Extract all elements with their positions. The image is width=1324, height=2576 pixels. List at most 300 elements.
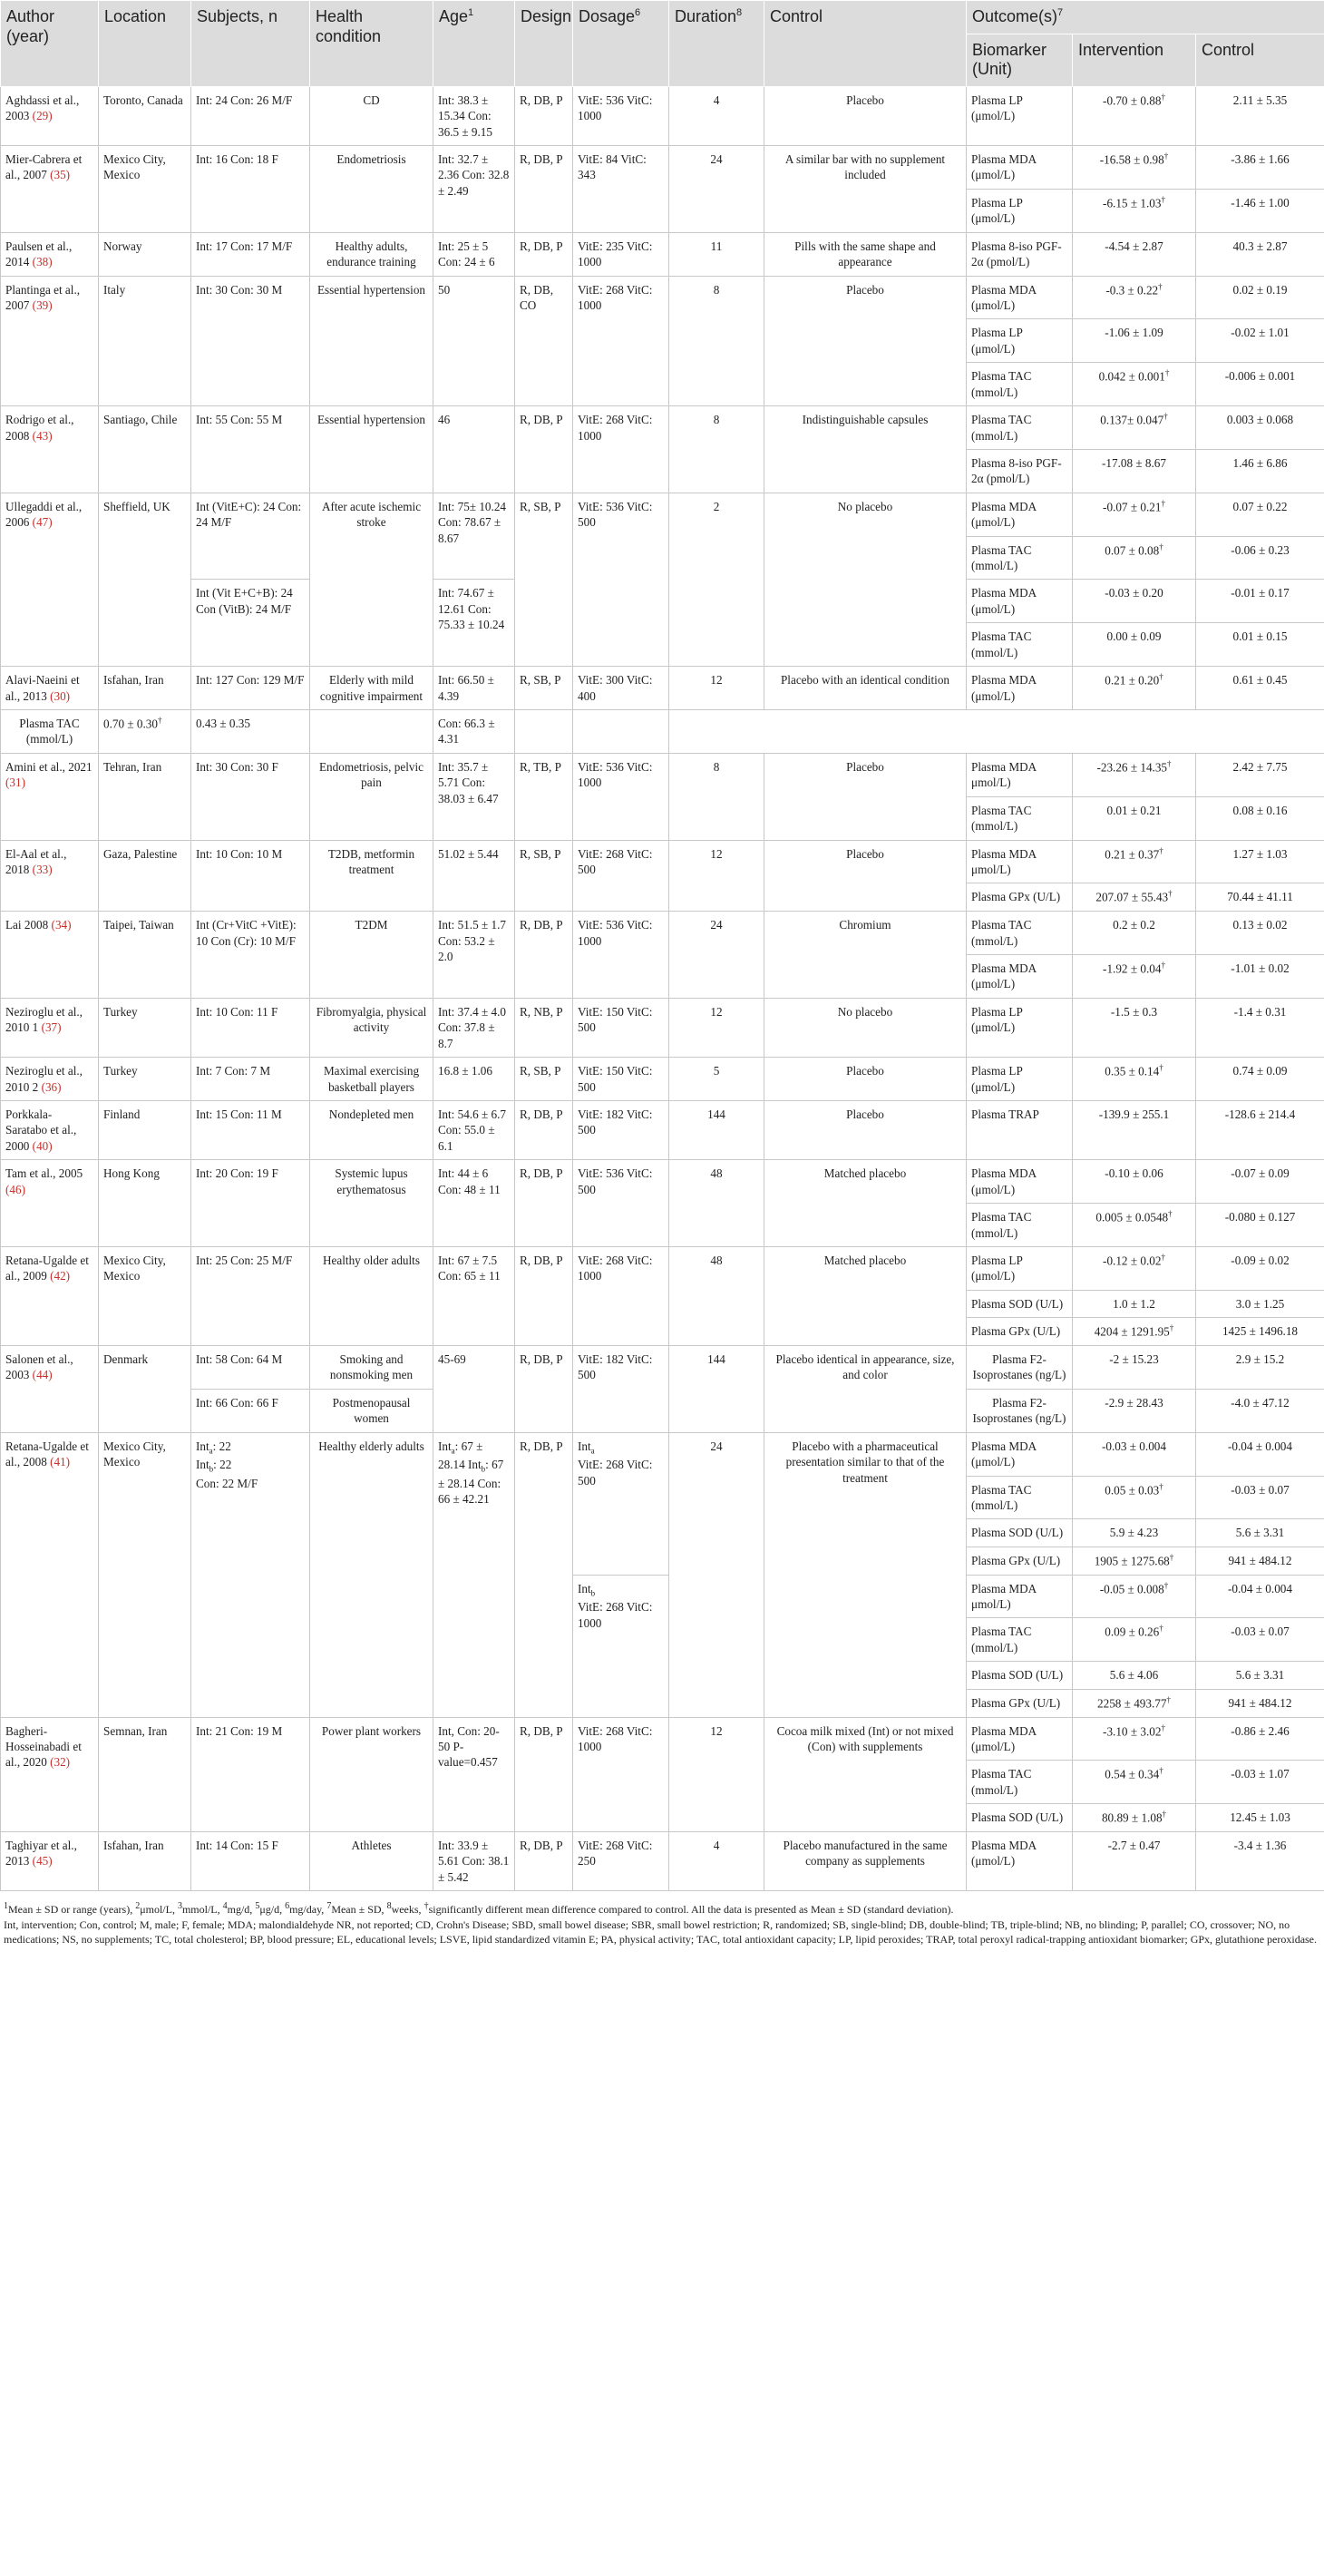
cell-subjects: Int: 127 Con: 129 M/F [191, 667, 310, 710]
cell-design: R, DB, P [515, 1346, 573, 1433]
cell-subjects: Int: 30 Con: 30 M [191, 276, 310, 406]
header-health: Health condition [310, 1, 433, 87]
cell-age: Int: 37.4 ± 4.0 Con: 37.8 ± 8.7 [433, 998, 515, 1057]
cell-control-value: 0.74 ± 0.09 [1196, 1058, 1324, 1101]
cell-location: Isfahan, Iran [99, 667, 191, 710]
cell-intervention: -1.5 ± 0.3 [1073, 998, 1196, 1057]
reference-link[interactable]: (42) [50, 1269, 71, 1283]
cell-age: Int: 38.3 ± 15.34 Con: 36.5 ± 9.15 [433, 86, 515, 145]
reference-link[interactable]: (32) [50, 1755, 71, 1770]
cell-location: Santiago, Chile [99, 406, 191, 493]
table-header [1, 1, 1324, 87]
cell-control-value: -0.02 ± 1.01 [1196, 319, 1324, 363]
reference-link[interactable]: (29) [32, 109, 53, 123]
cell-biomarker: Plasma TAC (mmol/L) [967, 363, 1073, 406]
cell-intervention: 0.21 ± 0.20† [1073, 667, 1196, 710]
cell-subjects: Int: 66 Con: 66 F [191, 1389, 310, 1432]
cell-health: Postmenopausal women [310, 1389, 433, 1432]
cell-location: Toronto, Canada [99, 86, 191, 145]
cell-control-value: 1425 ± 1496.18 [1196, 1318, 1324, 1346]
cell-health: Essential hypertension [310, 276, 433, 406]
cell-subjects: Int: 10 Con: 10 M [191, 840, 310, 912]
cell-control-value: 0.08 ± 0.16 [1196, 796, 1324, 840]
reference-link[interactable]: (39) [32, 298, 53, 312]
cell-biomarker: Plasma GPx (U/L) [967, 1318, 1073, 1346]
cell-biomarker: Plasma TAC (mmol/L) [967, 1204, 1073, 1247]
cell-design: R, SB, P [515, 667, 573, 710]
cell-control-value: -0.04 ± 0.004 [1196, 1432, 1324, 1476]
cell-health: Power plant workers [310, 1717, 433, 1832]
cell-subjects: Int: 25 Con: 25 M/F [191, 1246, 310, 1345]
cell-control: Placebo [764, 1101, 967, 1160]
cell-intervention: 0.01 ± 0.21 [1073, 796, 1196, 840]
cell-control-value: 2.9 ± 15.2 [1196, 1346, 1324, 1390]
cell-duration: 24 [669, 146, 764, 233]
cell-intervention: -0.12 ± 0.02† [1073, 1246, 1196, 1290]
cell-age: Int: 25 ± 5 Con: 24 ± 6 [433, 232, 515, 276]
cell-biomarker: Plasma MDA (μmol/L) [967, 493, 1073, 536]
cell-control: Placebo [764, 753, 967, 840]
cell-age: Int: 35.7 ± 5.71 Con: 38.03 ± 6.47 [433, 753, 515, 840]
reference-link[interactable]: (45) [32, 1854, 53, 1869]
table-row [1, 276, 1324, 319]
cell-dosage: VitE: 150 VitC: 500 [573, 1058, 669, 1101]
cell-dosage: VitE: 268 VitC: 1000 [573, 1246, 669, 1345]
cell-dosage: VitE: 300 VitC: 400 [573, 667, 669, 710]
cell-design: R, DB, P [515, 1432, 573, 1717]
cell-control-value: 0.02 ± 0.19 [1196, 276, 1324, 319]
cell-location: Tehran, Iran [99, 753, 191, 840]
cell-design: R, DB, P [515, 86, 573, 145]
cell-empty [573, 710, 669, 754]
cell-control-value: -0.06 ± 0.23 [1196, 536, 1324, 580]
cell-control: Placebo [764, 840, 967, 912]
cell-author: Bagheri-Hosseinabadi et al., 2020 (32) [1, 1717, 99, 1832]
cell-biomarker: Plasma SOD (U/L) [967, 1290, 1073, 1317]
cell-subjects: Int: 24 Con: 26 M/F [191, 86, 310, 145]
cell-control-value: 0.07 ± 0.22 [1196, 493, 1324, 536]
table-row [1, 1160, 1324, 1204]
dagger-mark: † [1159, 1624, 1163, 1634]
cell-control-value: 1.27 ± 1.03 [1196, 840, 1324, 883]
cell-age: Int: 66.50 ± 4.39 [433, 667, 515, 710]
cell-dosage: VitE: 268 VitC: 500 [573, 840, 669, 912]
cell-intervention: 0.09 ± 0.26† [1073, 1618, 1196, 1662]
cell-design: R, DB, P [515, 1832, 573, 1891]
cell-biomarker: Plasma MDA μmol/L) [967, 1575, 1073, 1618]
cell-biomarker: Plasma MDA (μmol/L) [967, 146, 1073, 190]
reference-link[interactable]: (41) [50, 1455, 71, 1469]
cell-biomarker: Plasma MDA (μmol/L) [967, 667, 1073, 710]
cell-intervention: 0.35 ± 0.14† [1073, 1058, 1196, 1101]
cell-intervention: 0.042 ± 0.001† [1073, 363, 1196, 406]
dagger-mark: † [1159, 845, 1163, 855]
cell-subjects: Int: 10 Con: 11 F [191, 998, 310, 1057]
cell-intervention: -1.92 ± 0.04† [1073, 955, 1196, 999]
cell-subjects: Int: 7 Con: 7 M [191, 1058, 310, 1101]
cell-control: Indistinguishable capsules [764, 406, 967, 493]
cell-biomarker: Plasma LP (μmol/L) [967, 1058, 1073, 1101]
cell-location: Semnan, Iran [99, 1717, 191, 1832]
cell-design: R, DB, P [515, 1717, 573, 1832]
reference-link[interactable]: (43) [32, 428, 53, 443]
cell-health: Essential hypertension [310, 406, 433, 493]
cell-intervention: 0.07 ± 0.08† [1073, 536, 1196, 580]
cell-control: Matched placebo [764, 1160, 967, 1247]
cell-control: Placebo [764, 86, 967, 145]
dagger-mark: † [1161, 498, 1165, 508]
cell-health: CD [310, 86, 433, 145]
cell-biomarker: Plasma MDA (μmol/L) [967, 955, 1073, 999]
cell-author: Alavi-Naeini et al., 2013 (30) [1, 667, 99, 710]
cell-dosage: VitE: 150 VitC: 500 [573, 998, 669, 1057]
cell-duration: 12 [669, 667, 764, 710]
cell-location: Taipei, Taiwan [99, 912, 191, 999]
cell-control: Placebo [764, 1058, 967, 1101]
cell-age: Int: 32.7 ± 2.36 Con: 32.8 ± 2.49 [433, 146, 515, 233]
cell-age: Int: 44 ± 6 Con: 48 ± 11 [433, 1160, 515, 1247]
cell-intervention: -0.03 ± 0.004 [1073, 1432, 1196, 1476]
cell-location: Norway [99, 232, 191, 276]
cell-subjects: Int: 55 Con: 55 M [191, 406, 310, 493]
dagger-mark: † [1163, 151, 1169, 161]
cell-duration: 12 [669, 998, 764, 1057]
cell-control-value: 0.01 ± 0.15 [1196, 623, 1324, 667]
header-duration: Duration$^8$ [669, 1, 764, 87]
cell-control-value: -3.86 ± 1.66 [1196, 146, 1324, 190]
cell-dosage: VitE: 536 VitC: 1000 [573, 753, 669, 840]
cell-health: Elderly with mild cognitive impairment [310, 667, 433, 710]
cell-control-value: -0.03 ± 0.07 [1196, 1618, 1324, 1662]
cell-biomarker: Plasma MDA (μmol/L) [967, 1717, 1073, 1761]
reference-link[interactable]: (33) [32, 862, 53, 876]
cell-intervention: 4204 ± 1291.95† [1073, 1318, 1196, 1346]
cell-intervention: 1905 ± 1275.68† [1073, 1547, 1196, 1575]
cell-control: No placebo [764, 493, 967, 666]
cell-duration: 11 [669, 232, 764, 276]
dagger-mark: † [1163, 1580, 1169, 1590]
cell-intervention: 0.21 ± 0.37† [1073, 840, 1196, 883]
cell-biomarker: Plasma SOD (U/L) [967, 1662, 1073, 1689]
table-body [1, 86, 1324, 1891]
dagger-mark: † [1167, 758, 1172, 768]
cell-biomarker: Plasma MDA (μmol/L) [967, 1832, 1073, 1891]
cell-health: Healthy older adults [310, 1246, 433, 1345]
dagger-mark: † [1166, 1694, 1171, 1704]
cell-age: Int: 67 ± 7.5 Con: 65 ± 11 [433, 1246, 515, 1345]
cell-author: Plantinga et al., 2007 (39) [1, 276, 99, 406]
cell-dosage: VitE: 268 VitC: 1000 [573, 276, 669, 406]
dagger-mark: † [1161, 92, 1165, 102]
reference-link[interactable]: (31) [5, 776, 25, 790]
cell-author: Ullegaddi et al., 2006 (47) [1, 493, 99, 666]
cell-health: Smoking and nonsmoking men [310, 1346, 433, 1390]
header-design: Design [515, 1, 573, 87]
cell-biomarker: Plasma MDA (μmol/L) [967, 276, 1073, 319]
cell-control-value: 0.61 ± 0.45 [1196, 667, 1324, 710]
cell-biomarker: Plasma TAC (mmol/L) [967, 1476, 1073, 1519]
cell-biomarker: Plasma TAC (mmol/L) [967, 1761, 1073, 1804]
cell-age: Int: 75± 10.24 Con: 78.67 ± 8.67 [433, 493, 515, 580]
cell-control-value: -1.46 ± 1.00 [1196, 189, 1324, 232]
cell-dosage: VitE: 536 VitC: 500 [573, 1160, 669, 1247]
table-row [1, 667, 1324, 710]
dagger-mark: † [1159, 1766, 1163, 1776]
cell-biomarker: Plasma TAC (mmol/L) [967, 796, 1073, 840]
dagger-mark: † [1164, 368, 1170, 378]
cell-duration: 48 [669, 1160, 764, 1247]
cell-location: Gaza, Palestine [99, 840, 191, 912]
cell-intervention: 0.54 ± 0.34† [1073, 1761, 1196, 1804]
cell-control-value: 70.44 ± 41.11 [1196, 883, 1324, 912]
cell-biomarker: Plasma MDA (μmol/L) [967, 1160, 1073, 1204]
dagger-mark: † [1168, 889, 1173, 899]
cell-intervention: -16.58 ± 0.98† [1073, 146, 1196, 190]
cell-health: Systemic lupus erythematosus [310, 1160, 433, 1247]
cell-biomarker: Plasma TRAP [967, 1101, 1073, 1160]
cell-duration: 144 [669, 1346, 764, 1433]
reference-link[interactable]: (44) [32, 1368, 53, 1382]
dagger-mark: † [1169, 1323, 1174, 1333]
cell-design: R, DB, P [515, 1246, 573, 1345]
table-footnote [0, 1891, 1324, 1947]
table-row [1, 86, 1324, 145]
cell-biomarker: Plasma TAC (mmol/L) [967, 406, 1073, 450]
cell-author: Amini et al., 2021 (31) [1, 753, 99, 840]
cell-author: Tam et al., 2005 (46) [1, 1160, 99, 1247]
cell-subjects: Int$_a$: 22 Int$_b$: 22 Con: 22 M/F [191, 1432, 310, 1717]
cell-design: R, NB, P [515, 998, 573, 1057]
cell-biomarker: Plasma 8-iso PGF-2α (pmol/L) [967, 449, 1073, 493]
cell-biomarker: Plasma 8-iso PGF-2α (pmol/L) [967, 232, 1073, 276]
cell-control-value: 5.6 ± 3.31 [1196, 1519, 1324, 1547]
cell-duration: 12 [669, 1717, 764, 1832]
cell-dosage: VitE: 536 VitC: 1000 [573, 86, 669, 145]
cell-intervention: 5.6 ± 4.06 [1073, 1662, 1196, 1689]
cell-dosage: VitE: 84 VitC: 343 [573, 146, 669, 233]
table-row [1, 1346, 1324, 1390]
cell-control-value: -0.09 ± 0.02 [1196, 1246, 1324, 1290]
cell-control-value: 941 ± 484.12 [1196, 1547, 1324, 1575]
table-row [1, 1432, 1324, 1476]
cell-location: Isfahan, Iran [99, 1832, 191, 1891]
reference-link[interactable]: (35) [50, 168, 71, 182]
dagger-mark: † [1161, 1252, 1165, 1262]
dagger-mark: † [1162, 1810, 1167, 1820]
cell-author: Rodrigo et al., 2008 (43) [1, 406, 99, 493]
dagger-mark: † [1159, 1063, 1163, 1073]
cell-design: R, TB, P [515, 753, 573, 840]
cell-health: T2DB, metformin treatment [310, 840, 433, 912]
cell-control-value: -1.01 ± 0.02 [1196, 955, 1324, 999]
cell-empty [515, 710, 573, 754]
cell-age: 46 [433, 406, 515, 493]
cell-design: R, SB, P [515, 493, 573, 666]
cell-intervention: -139.9 ± 255.1 [1073, 1101, 1196, 1160]
cell-duration: 2 [669, 493, 764, 666]
cell-control-value: -3.4 ± 1.36 [1196, 1832, 1324, 1891]
table-row [1, 998, 1324, 1057]
cell-control-value: -0.03 ± 1.07 [1196, 1761, 1324, 1804]
cell-control-value: 1.46 ± 6.86 [1196, 449, 1324, 493]
table-row [1, 1101, 1324, 1160]
header-location: Location [99, 1, 191, 87]
cell-duration: 144 [669, 1101, 764, 1160]
cell-design: R, DB, P [515, 1101, 573, 1160]
cell-design: R, SB, P [515, 840, 573, 912]
table-row [1, 1832, 1324, 1891]
cell-intervention: -0.10 ± 0.06 [1073, 1160, 1196, 1204]
cell-author: Porkkala-Saratabo et al., 2000 (40) [1, 1101, 99, 1160]
cell-health: Healthy elderly adults [310, 1432, 433, 1717]
cell-control-value: -4.0 ± 47.12 [1196, 1389, 1324, 1432]
cell-dosage: Int$_a$ VitE: 268 VitC: 500 [573, 1432, 669, 1575]
table-row [1, 493, 1324, 536]
dagger-mark: † [1159, 542, 1163, 551]
table-row [1, 406, 1324, 450]
cell-duration: 24 [669, 1432, 764, 1717]
cell-intervention: -2 ± 15.23 [1073, 1346, 1196, 1390]
cell-subjects: Int (VitE+C): 24 Con: 24 M/F [191, 493, 310, 580]
cell-intervention: 0.005 ± 0.0548† [1073, 1204, 1196, 1247]
cell-design: R, DB, P [515, 912, 573, 999]
cell-location: Denmark [99, 1346, 191, 1433]
cell-age: 45-69 [433, 1346, 515, 1433]
reference-link[interactable]: (37) [41, 1020, 62, 1035]
cell-dosage: VitE: 268 VitC: 1000 [573, 406, 669, 493]
dagger-mark: † [1163, 412, 1168, 422]
cell-dosage: VitE: 536 VitC: 1000 [573, 912, 669, 999]
cell-duration: 5 [669, 1058, 764, 1101]
cell-control-value: 2.11 ± 5.35 [1196, 86, 1324, 145]
cell-biomarker: Plasma GPx (U/L) [967, 883, 1073, 912]
cell-control-value: 0.43 ± 0.35 [191, 710, 310, 754]
reference-link[interactable]: (36) [41, 1079, 62, 1094]
cell-age: Int$_a$: 67 ± 28.14 Int$_b$: 67 ± 28.14 Con: 66 ± 42.21 [433, 1432, 515, 1717]
cell-dosage: Int$_b$ VitE: 268 VitC: 1000 [573, 1575, 669, 1717]
cell-intervention: -0.3 ± 0.22† [1073, 276, 1196, 319]
cell-biomarker: Plasma MDA μmol/L) [967, 840, 1073, 883]
cell-intervention: -4.54 ± 2.87 [1073, 232, 1196, 276]
cell-control-value: -0.080 ± 0.127 [1196, 1204, 1324, 1247]
cell-design: R, DB, P [515, 1160, 573, 1247]
cell-design: R, DB, CO [515, 276, 573, 406]
cell-intervention: 0.05 ± 0.03† [1073, 1476, 1196, 1519]
cell-biomarker: Plasma SOD (U/L) [967, 1804, 1073, 1832]
cell-location: Mexico City, Mexico [99, 1432, 191, 1717]
cell-author: Neziroglu et al., 2010 2 (36) [1, 1058, 99, 1101]
cell-location: Sheffield, UK [99, 493, 191, 666]
cell-duration: 8 [669, 753, 764, 840]
cell-control-value: -0.07 ± 0.09 [1196, 1160, 1324, 1204]
cell-control: Placebo [764, 276, 967, 406]
header-outcomes: $Outcome(s)^7$ [967, 1, 1324, 34]
cell-duration: 4 [669, 86, 764, 145]
cell-intervention: 1.0 ± 1.2 [1073, 1290, 1196, 1317]
cell-duration: 4 [669, 1832, 764, 1891]
cell-age: Con: 66.3 ± 4.31 [433, 710, 515, 754]
reference-link[interactable]: (47) [32, 515, 53, 530]
cell-biomarker: Plasma LP (μmol/L) [967, 319, 1073, 363]
cell-age: Int: 74.67 ± 12.61 Con: 75.33 ± 10.24 [433, 580, 515, 667]
cell-control: Matched placebo [764, 1246, 967, 1345]
cell-subjects: Int: 20 Con: 19 F [191, 1160, 310, 1247]
cell-biomarker: Plasma LP (μmol/L) [967, 1246, 1073, 1290]
cell-subjects: Int (Vit E+C+B): 24 Con (VitB): 24 M/F [191, 580, 310, 667]
cell-control: Placebo manufactured in the same company as supplements [764, 1832, 967, 1891]
cell-dosage: VitE: 182 VitC: 500 [573, 1101, 669, 1160]
cell-biomarker: Plasma TAC (mmol/L) [1, 710, 99, 754]
cell-subjects: Int: 14 Con: 15 F [191, 1832, 310, 1891]
cell-author: Lai 2008 (34) [1, 912, 99, 999]
cell-location: Italy [99, 276, 191, 406]
cell-health: After acute ischemic stroke [310, 493, 433, 666]
cell-age: 50 [433, 276, 515, 406]
cell-author: Salonen et al., 2003 (44) [1, 1346, 99, 1433]
reference-link[interactable]: (46) [5, 1182, 25, 1196]
cell-health: T2DM [310, 912, 433, 999]
cell-location: Finland [99, 1101, 191, 1160]
cell-health: Healthy adults, endurance training [310, 232, 433, 276]
reference-link[interactable]: (34) [51, 918, 72, 932]
header-control: Control [764, 1, 967, 87]
dagger-mark: † [1159, 672, 1163, 682]
cell-age: Int, Con: 20-50 P-value=0.457 [433, 1717, 515, 1832]
header-intervention: Intervention [1073, 34, 1196, 86]
cell-author: Neziroglu et al., 2010 1 (37) [1, 998, 99, 1057]
table-row [1, 146, 1324, 190]
cell-dosage: VitE: 268 VitC: 1000 [573, 1717, 669, 1832]
cell-biomarker: Plasma SOD (U/L) [967, 1519, 1073, 1547]
cell-subjects: Int: 58 Con: 64 M [191, 1346, 310, 1390]
table-row [1, 912, 1324, 955]
cell-control-value: -0.006 ± 0.001 [1196, 363, 1324, 406]
cell-author: Mier-Cabrera et al., 2007 (35) [1, 146, 99, 233]
cell-health: Endometriosis, pelvic pain [310, 753, 433, 840]
cell-control-value: -128.6 ± 214.4 [1196, 1101, 1324, 1160]
cell-control-value: 0.13 ± 0.02 [1196, 912, 1324, 955]
cell-biomarker: Plasma TAC (mmol/L) [967, 1618, 1073, 1662]
cell-dosage: VitE: 182 VitC: 500 [573, 1346, 669, 1433]
cell-intervention: -3.10 ± 3.02† [1073, 1717, 1196, 1761]
cell-control-value: 941 ± 484.12 [1196, 1689, 1324, 1717]
reference-link[interactable]: (40) [32, 1138, 53, 1153]
cell-duration: 8 [669, 276, 764, 406]
reference-link[interactable]: (30) [50, 688, 71, 703]
cell-subjects: Int: 30 Con: 30 F [191, 753, 310, 840]
cell-intervention: 80.89 ± 1.08† [1073, 1804, 1196, 1832]
cell-control: Chromium [764, 912, 967, 999]
cell-biomarker: Plasma MDA (μmol/L) [967, 580, 1073, 623]
cell-intervention: 5.9 ± 4.23 [1073, 1519, 1196, 1547]
cell-intervention: -1.06 ± 1.09 [1073, 319, 1196, 363]
cell-control: Pills with the same shape and appearance [764, 232, 967, 276]
cell-control-value: 3.0 ± 1.25 [1196, 1290, 1324, 1317]
header-age: Age$^1$ [433, 1, 515, 87]
cell-intervention: -6.15 ± 1.03† [1073, 189, 1196, 232]
cell-intervention: -2.7 ± 0.47 [1073, 1832, 1196, 1891]
dagger-mark: † [1169, 1552, 1174, 1562]
table-row-misaligned [1, 710, 1324, 754]
reference-link[interactable]: (38) [32, 255, 53, 269]
cell-intervention: 0.137± 0.047† [1073, 406, 1196, 450]
cell-biomarker: Plasma LP (μmol/L) [967, 86, 1073, 145]
dagger-mark: † [1161, 1722, 1165, 1732]
cell-biomarker: Plasma F2-Isoprostanes (ng/L) [967, 1346, 1073, 1390]
cell-subjects: Int: 16 Con: 18 F [191, 146, 310, 233]
cell-subjects: Int: 21 Con: 19 M [191, 1717, 310, 1832]
header-biomarker: Biomarker (Unit) [967, 34, 1073, 86]
